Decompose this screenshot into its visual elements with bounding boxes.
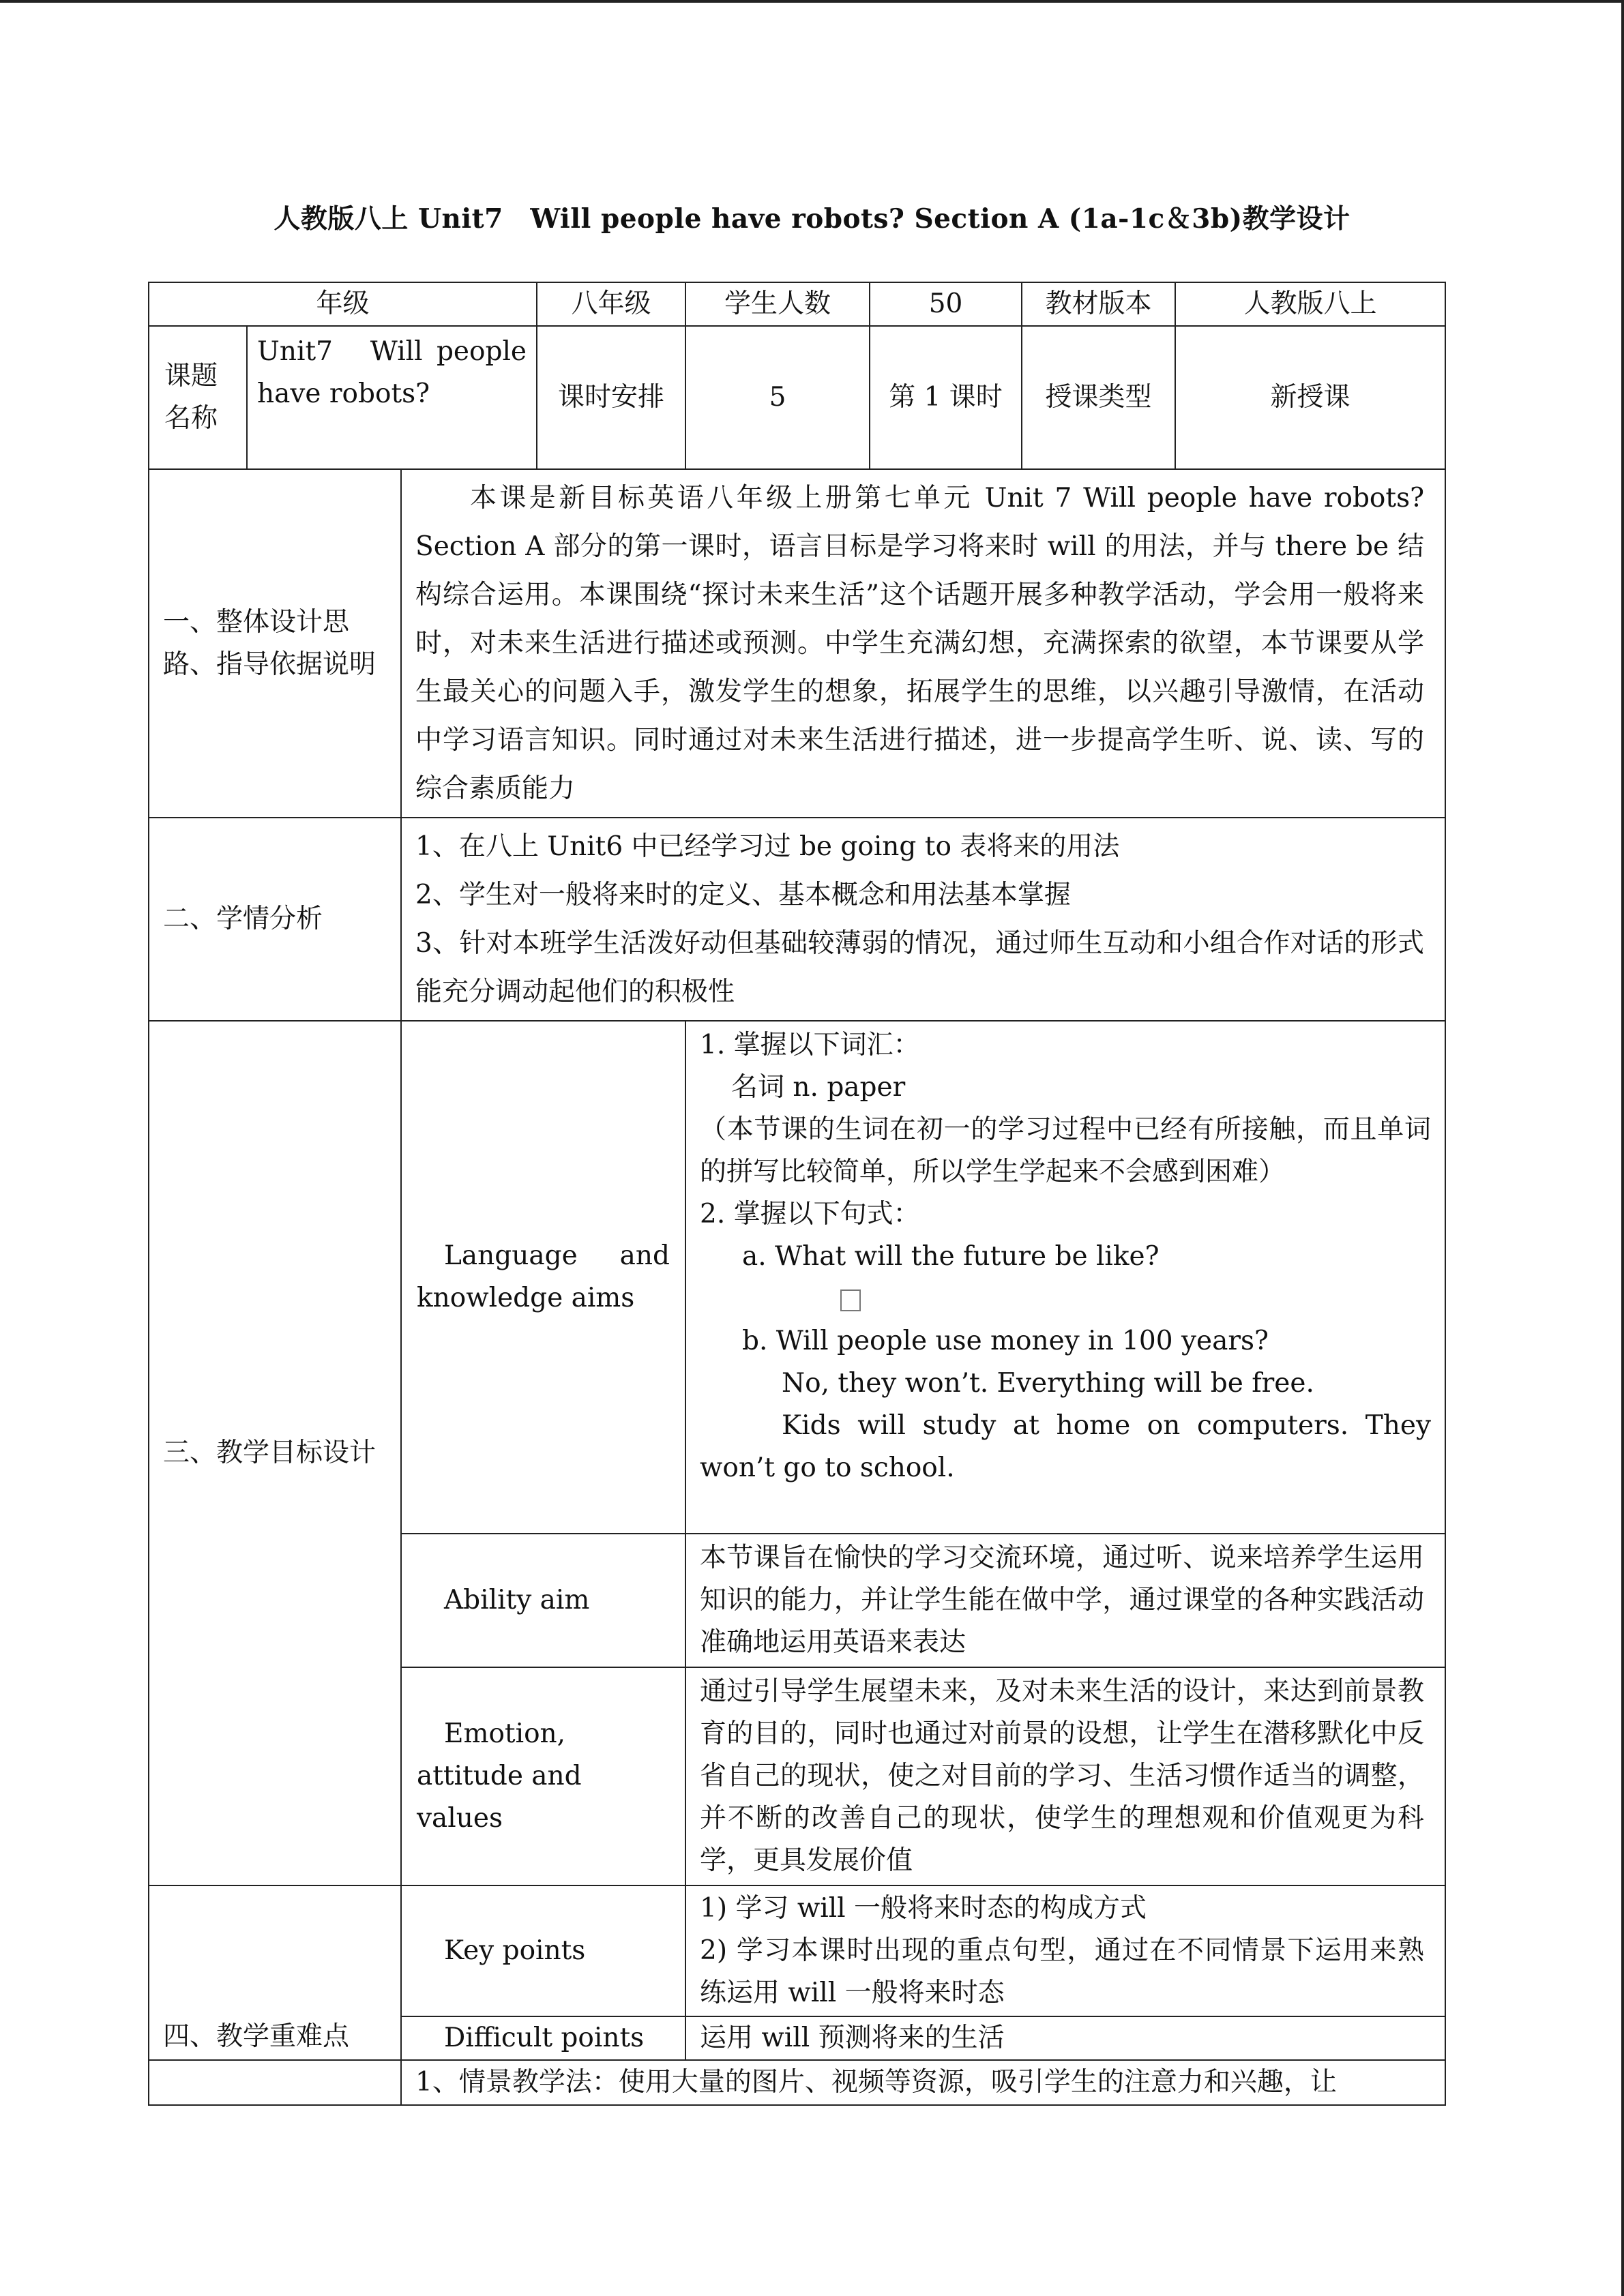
type-label: 授课类型 [1022,327,1176,468]
edition-cells [1022,282,1445,326]
edition-value: 人教版八上 [1243,288,1377,319]
language-aims-label [401,1021,685,1534]
section-4-label-text: 四、教学重难点 [163,2021,350,2052]
ability-aim-label [401,1534,685,1667]
section-5-label [149,2060,401,2105]
info-row-2 [149,326,1445,469]
lang-line-5: a. What will the future be like? [742,1241,1160,1272]
page-top-border [0,0,1624,3]
type-value: 新授课 [1270,382,1350,413]
hours-value: 5 [685,326,870,469]
section-2-item-3: 3、针对本班学生活泼好动但基础较薄弱的情况，通过师生互动和小组合作对话的形式能充分调动起他们的积极性 [415,928,1425,1007]
difficult-points-text: 运用 will 预测将来的生活 [685,2016,1445,2060]
students-count: 50 [928,288,963,319]
section-2-list [401,818,1445,1021]
grade-label: 年级 [149,282,537,326]
ability-aim-text: 本节课旨在愉快的学习交流环境，通过听、说来培养学生运用知识的能力，并让学生能在做中学，通过课堂的各种实践活动准确地运用英语来表达 [685,1534,1445,1667]
lang-line-8 [700,1405,1431,1489]
key-points-label [401,1885,685,2016]
period-value: 第 1 课时 [870,326,1022,469]
topic-value [247,326,537,469]
section-2-label: 二、学情分析 [149,818,401,1021]
key-points-label-text: Key points [444,1935,586,1966]
grade-value: 八年级 [537,282,685,326]
emotion-label-text: Emotion, attitude and values [417,1718,582,1834]
section-4-key-row [149,1885,1445,2016]
section-1-text [401,469,1445,818]
topic-label-text: 课题名称 [164,361,218,434]
edition-label: 教材版本 [1022,283,1176,325]
topic-label [149,326,247,469]
missing-glyph-box [840,1289,861,1311]
ability-aim-label-text: Ability aim [444,1585,590,1615]
lang-line-3: （本节课的生词在初一的学习过程中已经有所接触，而且单词的拼写比较简单，所以学生学起来不会感到困难） [700,1114,1432,1187]
page-right-border [1621,0,1624,2296]
info-row-1 [149,282,1445,326]
section-2-item-1: 1、在八上 Unit6 中已经学习过 be going to 表将来的用法 [415,831,1120,862]
section-3-label [149,1021,401,1885]
section-4-label [149,1885,401,2060]
difficult-points-label-text: Difficult points [444,2023,645,2053]
key-points-list [685,1885,1445,2016]
lang-line-6: b. Will people use money in 100 years? [742,1326,1269,1356]
section-2-row [149,818,1445,1021]
section-1-label-text: 一、整体设计思路、指导依据说明 [163,606,377,680]
language-aims-content [685,1021,1445,1534]
key-point-1: 1) 学习 will 一般将来时态的构成方式 [700,1893,1147,1924]
section-3-language-row [149,1021,1445,1534]
section-2-item-2: 2、学生对一般将来时的定义、基本概念和用法基本掌握 [415,880,1071,910]
key-point-2: 2) 学习本课时出现的重点句型，通过在不同情景下运用来熟练运用 will 一般将来时态 [700,1935,1425,2008]
section-1-paragraph: 本课是新目标英语八年级上册第七单元 Unit 7 Will people have robots? Section A 部分的第一课时，语言目标是学习将来时 will 的用法，并与 there be 结构综合运用。本课围绕“探讨未来生活”这个话题开展多种教学活动，学会用一般将来时，对未来生活进行描述或预测。中学生充满幻想，充满探索的欲望，本节课要从学生最关心的问题入手，激发学生的想象，拓展学生的思维，以兴趣引导激情，在活动中学习语言知识。同时通过对未来生活进行描述，进一步提高学生听、说、读、写的综合素质能力 [415,483,1425,804]
lang-line-2: 名词 n. paper [731,1072,906,1103]
hours-label: 课时安排 [537,326,685,469]
emotion-text: 通过引导学生展望未来，及对未来生活的设计，来达到前景教育的目的，同时也通过对前景的设想，让学生在潜移默化中反省自己的现状，使之对目前的学习、生活习惯作适当的调整，并不断的改善自己的现状，使学生的理想观和价值观更为科学，更具发展价值 [685,1667,1445,1885]
section-3-label-text: 三、教学目标设计 [163,1437,377,1468]
document-title: 人教版八上 Unit7 Will people have robots? Section A (1a-1c＆3b)教学设计 [274,203,1350,235]
type-cells [1022,326,1445,469]
lang-line-4: 2. 掌握以下句式： [700,1199,920,1229]
lang-line-1: 1. 掌握以下词汇： [700,1030,920,1060]
language-aims-label-text: Language and knowledge aims [417,1240,670,1313]
section-1-row [149,469,1445,818]
emotion-label [401,1667,685,1885]
lang-line-8-text: Kids will study at home on computers. They won’t go to school. [700,1410,1432,1483]
students-value [870,282,1022,326]
section-5-row [149,2060,1445,2105]
topic-value-text: Unit7 Will people have robots? [257,336,527,409]
lesson-plan-table [148,282,1445,2106]
difficult-points-label [401,2016,685,2060]
placeholder-glyph-row [700,1278,1431,1320]
section-1-label [149,469,401,818]
lang-line-7: No, they won’t. Everything will be free. [782,1368,1314,1399]
students-label: 学生人数 [685,282,870,326]
section-5-text: 1、情景教学法：使用大量的图片、视频等资源，吸引学生的注意力和兴趣，让 [401,2060,1445,2105]
